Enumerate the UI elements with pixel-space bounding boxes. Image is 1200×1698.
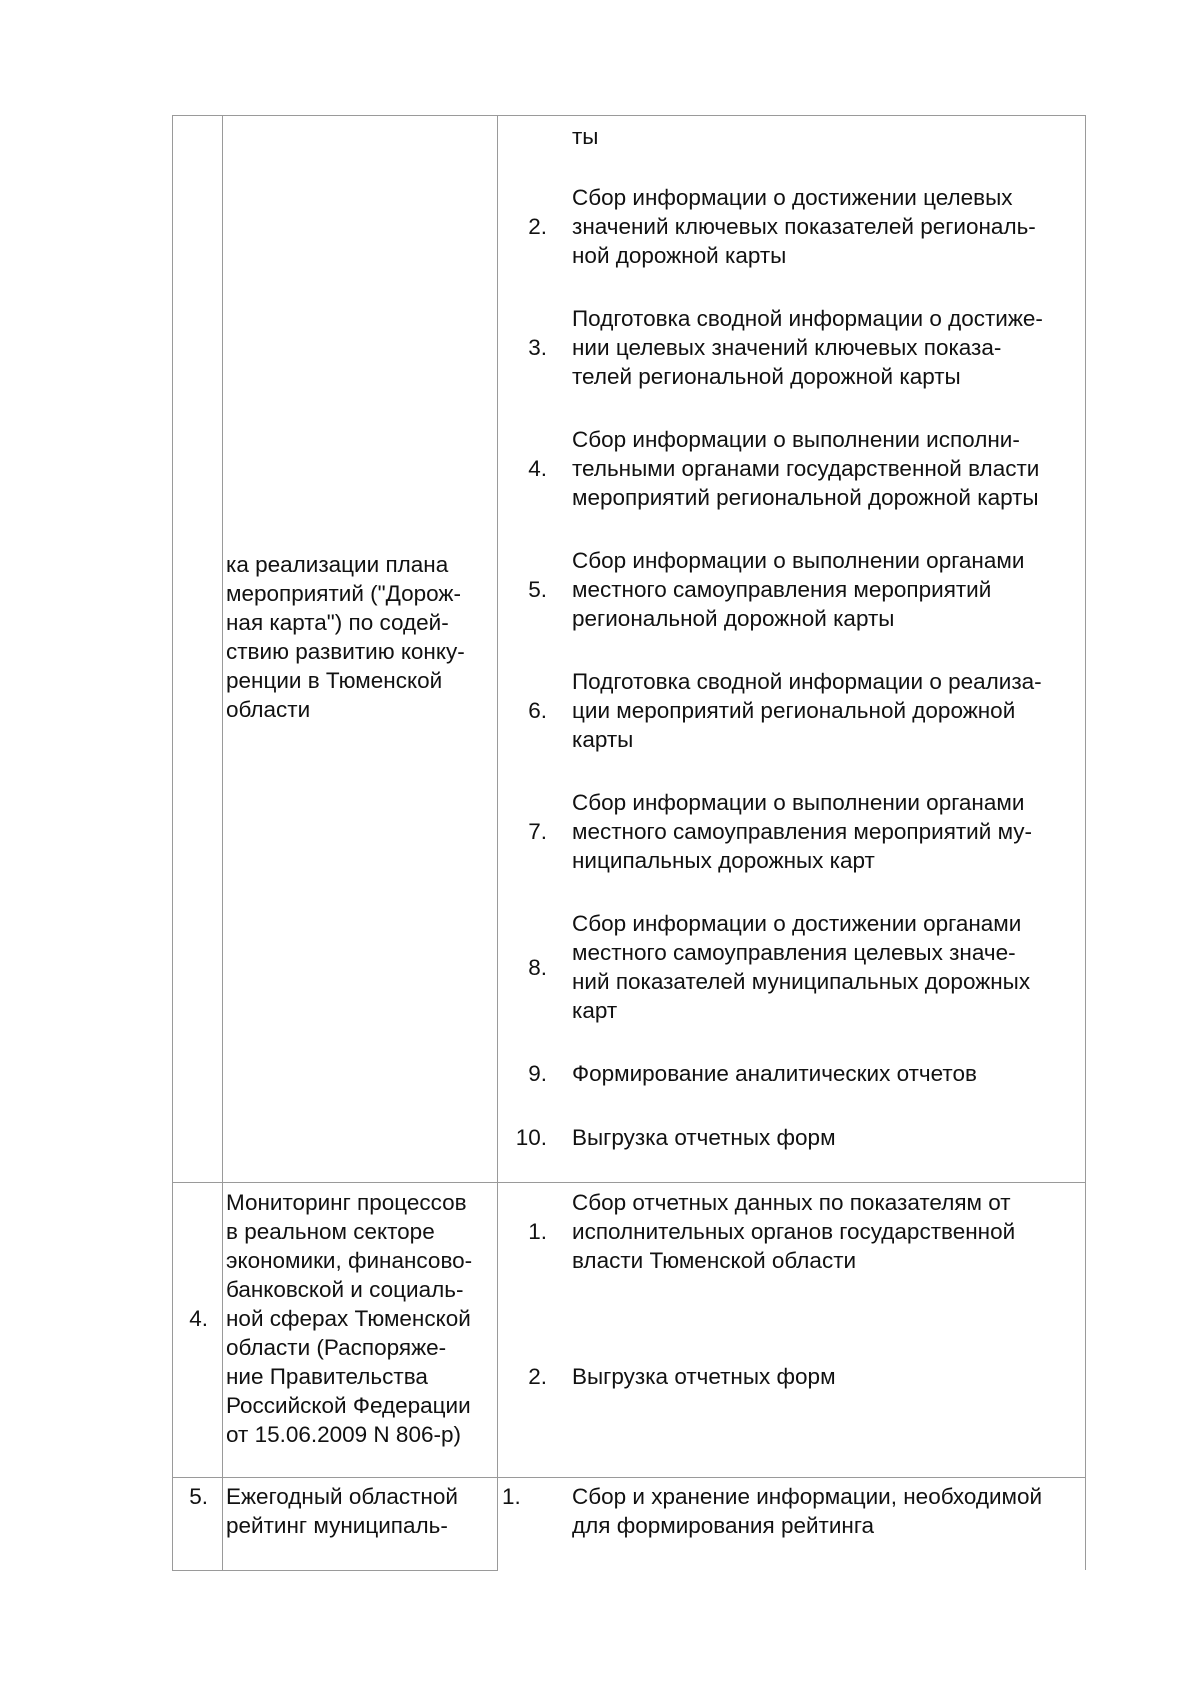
item-text: Сбор информации о выполнении органами местного самоуправления мероприятий му- ниципальных дорожных карт — [572, 790, 1033, 873]
table-top-border — [172, 115, 1085, 116]
col-divider-name — [497, 115, 498, 1570]
item-number: 8. — [528, 955, 547, 980]
row-number: 4. — [189, 1306, 208, 1331]
item-number: 7. — [528, 819, 547, 844]
item-text: Сбор отчетных данных по показателям от исполнительных органов государственной власти Тюменской области — [572, 1190, 1016, 1273]
item-text: Выгрузка отчетных форм — [572, 1125, 836, 1150]
item-text: Формирование аналитических отчетов — [572, 1061, 977, 1086]
item-text: Сбор информации о достижении целевых значений ключевых показателей региональ- ной дорожной карты — [572, 185, 1036, 268]
item-number: 2. — [528, 214, 547, 239]
row-name: ка реализации плана мероприятий ("Дорож- ная карта") по содей- ствию развитию конку- ренции в Тюменской области — [226, 552, 465, 722]
col-divider-number — [222, 115, 223, 1570]
table-right-border — [1085, 115, 1086, 1570]
row-number: 5. — [189, 1484, 208, 1509]
item-text: Подготовка сводной информации о достиже- нии целевых значений ключевых показа- телей региональной дорожной карты — [572, 306, 1043, 389]
row-divider-1 — [172, 1182, 1085, 1183]
item-number: 4. — [528, 456, 547, 481]
item-text: Сбор и хранение информации, необходимой для формирования рейтинга — [572, 1484, 1043, 1538]
item-number: 3. — [528, 335, 547, 360]
item-number: 6. — [528, 698, 547, 723]
item-number: 2. — [528, 1364, 547, 1389]
item-text: ты — [572, 124, 599, 149]
row-name: Мониторинг процессов в реальном секторе экономики, финансово- банковской и социаль- ной сферах Тюменской области (Распоряже- ние Правительства Российской Федерации от 15.06.2009 N 806-р) — [226, 1190, 473, 1447]
item-text: Сбор информации о выполнении органами местного самоуправления мероприятий региональной дорожной карты — [572, 548, 1025, 631]
item-number: 5. — [528, 577, 547, 602]
item-number: 10. — [515, 1125, 547, 1150]
item-text: Сбор информации о выполнении исполни- тельными органами государственной власти мероприятий региональной дорожной карты — [572, 427, 1040, 510]
item-number: 9. — [528, 1061, 547, 1086]
item-text: Подготовка сводной информации о реализа- ции мероприятий региональной дорожной карты — [572, 669, 1042, 752]
row-divider-2 — [172, 1477, 1085, 1478]
table-left-border — [172, 115, 173, 1570]
row-name: Ежегодный областной рейтинг муниципаль- — [226, 1484, 458, 1538]
item-text: Выгрузка отчетных форм — [572, 1364, 836, 1389]
item-text: Сбор информации о достижении органами местного самоуправления целевых значе- ний показателей муниципальных дорожных карт — [572, 911, 1031, 1023]
item-number: 1. — [528, 1219, 547, 1244]
table-bottom-partial — [172, 1570, 498, 1571]
item-number: 1. — [502, 1484, 521, 1509]
